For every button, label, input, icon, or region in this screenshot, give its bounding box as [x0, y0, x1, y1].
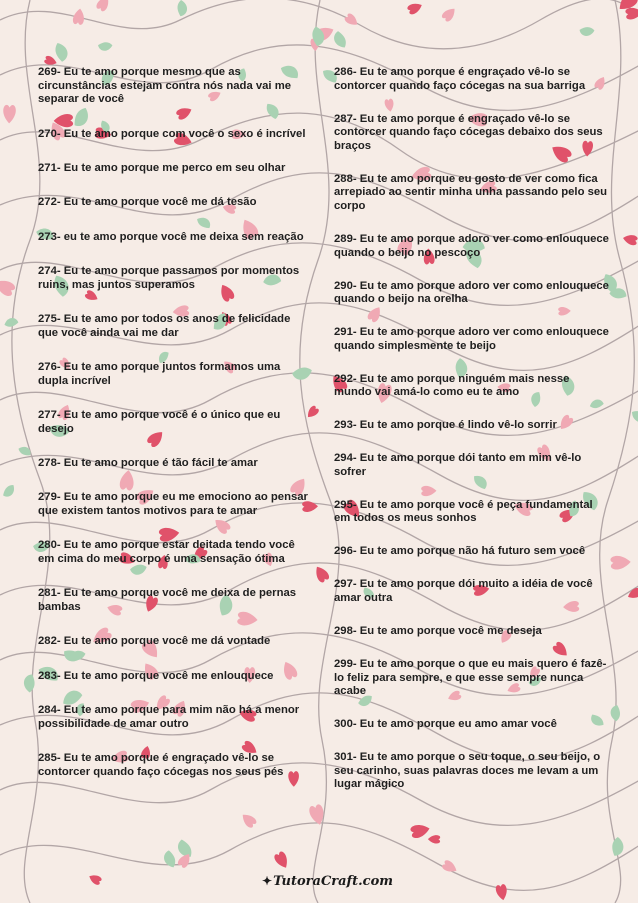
- list-item: 285- Eu te amo porque é engraçado vê-lo se contorcer quando faço cócegas nos seus pés: [38, 752, 284, 778]
- heart-icon: [441, 859, 459, 875]
- leaf-icon: [331, 30, 349, 50]
- leaf-icon: [610, 705, 621, 722]
- leaf-icon: [579, 26, 595, 37]
- leaf-icon: [3, 316, 19, 329]
- tutora-craft-logo-icon: ✦: [262, 874, 273, 888]
- heart-icon: [87, 872, 102, 885]
- list-item: 278- Eu te amo porque é tão fácil te amar: [38, 457, 258, 470]
- list-item: 279- Eu te amo porque eu me emociono ao pensar que existem tantos motivos para te amar: [38, 491, 308, 518]
- list-item: 298- Eu te amo porque você me deseja: [334, 624, 542, 637]
- right-column: [334, 66, 610, 811]
- heart-icon: [441, 5, 459, 23]
- leaf-icon: [17, 445, 32, 456]
- list-item: 277- Eu te amo porque você é o único que eu desejo: [38, 409, 281, 435]
- leaf-icon: [2, 483, 17, 500]
- footer-logo-text: TutoraCraft.com: [273, 874, 394, 889]
- heart-icon: [407, 1, 424, 16]
- heart-icon: [610, 555, 631, 570]
- heart-icon: [273, 850, 291, 870]
- list-item: 290- Eu te amo porque adoro ver como enlouquece quando o beijo na orelha: [334, 279, 609, 306]
- heart-icon: [344, 12, 361, 28]
- leaf-icon: [161, 850, 178, 870]
- leaf-icon: [23, 674, 35, 692]
- list-item: 280- Eu te amo porque estar deitada tendo você em cima do meu corpo é uma sensação ótima: [38, 539, 295, 566]
- list-item: 294- Eu te amo porque dói tanto em mim vê-lo sofrer: [334, 452, 582, 478]
- list-item: 286- Eu te amo porque é engraçado vê-lo se contorcer quando faço cócegas na sua barriga: [334, 66, 586, 92]
- list-item: 288- Eu te amo porque eu gosto de ver como fica arrepiado ao sentir minha unha passando pelo seu corpo: [334, 172, 608, 212]
- list-item: 270- Eu te amo porque com você o sexo é incrível: [38, 127, 306, 140]
- heart-icon: [239, 811, 258, 829]
- list-item: 282- Eu te amo porque você me dá vontade: [38, 635, 271, 648]
- left-column: [38, 66, 310, 800]
- heart-icon: [626, 587, 638, 601]
- list-item: 287- Eu te amo porque é engraçado vê-lo se contorcer quando faço cócegas debaixo dos seus braços: [334, 112, 603, 152]
- list-item: 299- Eu te amo porque o que eu mais quero é fazê-lo feliz para sempre, e que esse sempre nunca acabe: [334, 657, 607, 698]
- list-item: 289- Eu te amo porque adoro ver como enlouquece quando o beijo no pescoço: [334, 232, 609, 259]
- footer-logo: [262, 874, 393, 889]
- list-item: 295- Eu te amo porque você é peça fundamental em todos os meus sonhos: [334, 498, 593, 525]
- heart-icon: [95, 0, 112, 13]
- heart-icon: [0, 276, 17, 298]
- leaf-icon: [98, 41, 113, 52]
- heart-icon: [428, 835, 441, 844]
- list-item: 276- Eu te amo porque juntos formamos uma dupla incrível: [38, 361, 281, 387]
- list-item: 271- Eu te amo porque me perco em seu olhar: [38, 161, 286, 174]
- list-item: 301- Eu te amo porque o seu toque, o seu beijo, o seu carinho, suas palavras doces me levam a um lugar mágico: [334, 751, 601, 791]
- list-item: 292- Eu te amo porque ninguém mais nesse mundo vai amá-lo como eu te amo: [334, 372, 570, 399]
- list-item: 296- Eu te amo porque não há futuro sem você: [334, 545, 586, 558]
- heart-icon: [410, 822, 431, 839]
- list-item: 274- Eu te amo porque passamos por momentos ruins, mas juntos superamos: [38, 265, 300, 291]
- list-item: 297- Eu te amo porque dói muito a idéia de você amar outra: [334, 578, 593, 604]
- list-item: 269- Eu te amo porque mesmo que as circunstâncias estejam contra nós nada vai me separar de você: [38, 66, 292, 106]
- list-item: 283- Eu te amo porque você me enlouquece: [38, 669, 274, 682]
- list-item: 300- Eu te amo porque eu amo amar você: [334, 718, 557, 731]
- heart-icon: [622, 233, 638, 246]
- list-item: 281- Eu te amo porque você me deixa de pernas bambas: [38, 587, 297, 614]
- heart-icon: [3, 105, 16, 124]
- list-item: 284- Eu te amo porque para mim não há a menor possibilidade de amar outro: [38, 704, 300, 730]
- list-item: 273- eu te amo porque você me deixa sem reação: [38, 230, 304, 243]
- list-item: 293- Eu te amo porque é lindo vê-lo sorrir: [334, 419, 557, 432]
- heart-icon: [72, 8, 85, 26]
- leaf-icon: [52, 41, 70, 63]
- list-item: 275- Eu te amo por todos os anos de felicidade que você ainda vai me dar: [38, 313, 291, 339]
- heart-icon: [312, 564, 330, 584]
- heart-icon: [495, 884, 509, 902]
- list-item: 272- Eu te amo porque você me dá tesão: [38, 196, 257, 209]
- list-item: 291- Eu te amo porque adoro ver como enlouquece quando simplesmente te beijo: [334, 326, 609, 352]
- leaf-icon: [176, 0, 188, 16]
